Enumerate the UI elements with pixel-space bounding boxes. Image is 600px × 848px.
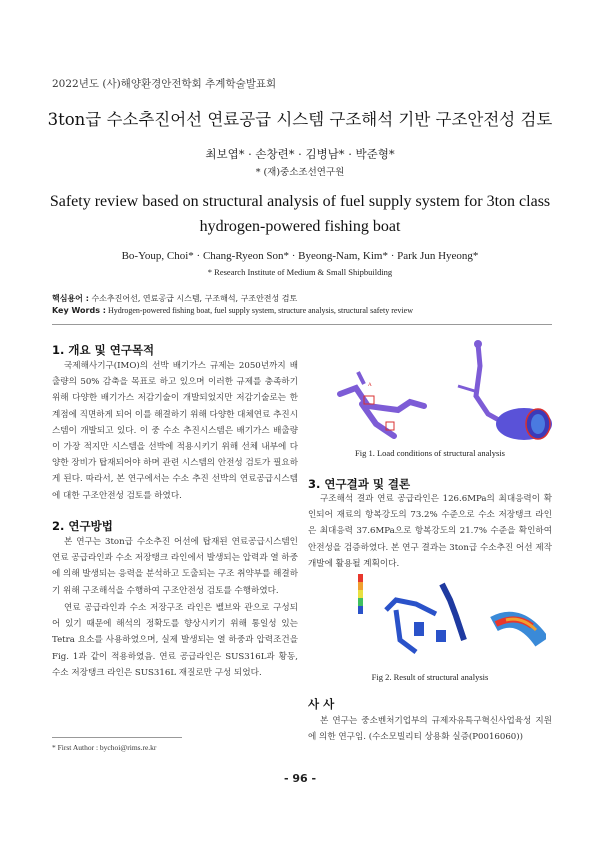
keywords-korean-text: 수소추진어선, 연료공급 시스템, 구조해석, 구조안전성 검토 [91,294,298,303]
keywords-english-text: Hydrogen-powered fishing boat, fuel supply system, structure analysis, structural safety review [107,306,413,315]
svg-text:A: A [368,382,372,388]
stress-model-right [494,619,542,642]
section-intro-body: 국제해사기구(IMO)의 선박 배기가스 규제는 2050년까지 배출량의 50% 감축을 목표로 하고 있으며 이러한 규제를 충족하기 위해 다양한 배기가스 저감기술이 개발되었지만 저감기술로는 한계점에 직면하게 되어 이를 해결하기 위해 다양한 대체연료 추진시스템이 개발되고 있다. 이 중 수소 추진시스템은 배기가스 배출량이 가장 적지만 시스템을 선박에 적용시키기 위해 선체 내부에 다양한 장비가 탑재되어야 하며 관련 시스템의 안전성 검토가 필요하게 된다. 따라서, 본 연구에서는 수소 추진 선박의 연료공급시스템에 대한 구조안전성 검토를 하였다. [52,361,298,501]
affiliation-english: * Research Institute of Medium & Small Shipbuilding [207,267,393,277]
section-method-heading: 2. 연구방법 [52,519,113,533]
section-method-body-2: 연료 공급라인과 수소 저장구조 라인은 벨브와 관으로 구성되어 있기 때문에 해석의 정확도를 향상시키기 위해 통일성 있는 Tetra 요소를 사용하였으며, 실제 발생되는 열 하중과 압력조건을 Fig. 1과 같이 적용하였음. 연료 공급라인은 SUS316L과 황동, 수소 저장탱크 라인은 SUS316L 재질로만 구성 되었다. [52,603,298,678]
footnote-divider [52,737,182,738]
header-divider [52,324,552,325]
affiliation-korean: * (재)중소조선연구원 [255,167,345,178]
paper-title-english: Safety review based on structural analysis of fuel supply system for 3ton class hydrogen-powered fishing boat [49,193,551,235]
figure-1-caption: Fig 1. Load conditions of structural analysis [355,448,505,458]
page-number: - 96 - [283,772,317,785]
paper-title-korean: 3ton급 수소추진어선 연료공급 시스템 구조해석 기반 구조안전성 검토 [47,110,553,129]
authors-korean: 최보엽* · 손창련* · 김병남* · 박준형* [205,147,395,161]
figure-1-image [328,336,554,442]
stress-model-left [386,584,464,652]
figure-2-caption: Fig 2. Result of structural analysis [371,672,489,682]
section-results-body: 구조해석 결과 연료 공급라인은 126.6MPa의 최대응력이 확인되어 재료의 항복강도의 73.2% 수준으로 수소 저장탱크 라인은 최대응력 37.6MPa으로 항복강도의 21.7% 수준을 확인하여 안전성을 검증하였다. 본 연구 결과는 3ton급 수소추진 어선 제작 개발에 활용될 계획이다. [308,494,552,569]
conference-label: 2022년도 (사)해양환경안전학회 추계학술발표회 [52,78,277,90]
keywords-english-label: Key Words : [52,306,106,315]
keywords-korean-label: 핵심용어 : [52,294,89,303]
hydrogen-tank-line-model [458,340,552,440]
section-method-body-1: 본 연구는 3ton급 수소추진 어선에 탑재된 연료공급시스템인 연료 공급라인과 수소 저장탱크 라인에서 발생되는 압력과 열 하중에 의해 발생되는 응력을 분석하고 도출되는 구조 취약부를 해결하기 위해 구조해석을 수행하여 구조안전성 검토를 수행하였다. [52,537,298,596]
authors-english: Bo-Youp, Choi* · Chang-Ryeon Son* · Byeong-Nam, Kim* · Park Jun Hyeong* [121,250,479,262]
fuel-line-model [340,372,424,436]
section-intro-heading: 1. 개요 및 연구목적 [52,343,155,357]
figure-2-image [356,570,546,664]
section-results-heading: 3. 연구결과 및 결론 [308,477,411,491]
keywords-korean [52,293,297,304]
footnote: * First Author : bychoi@rims.re.kr [52,743,157,752]
section-ack-heading: 사 사 [308,697,335,711]
stress-legend [358,574,363,614]
keywords-english [52,306,413,315]
section-ack-body: 본 연구는 중소벤처기업부의 규제자유특구혁신사업육성 지원에 의한 연구임. (수소모빌리티 상용화 실증(P0016060)) [308,716,552,743]
